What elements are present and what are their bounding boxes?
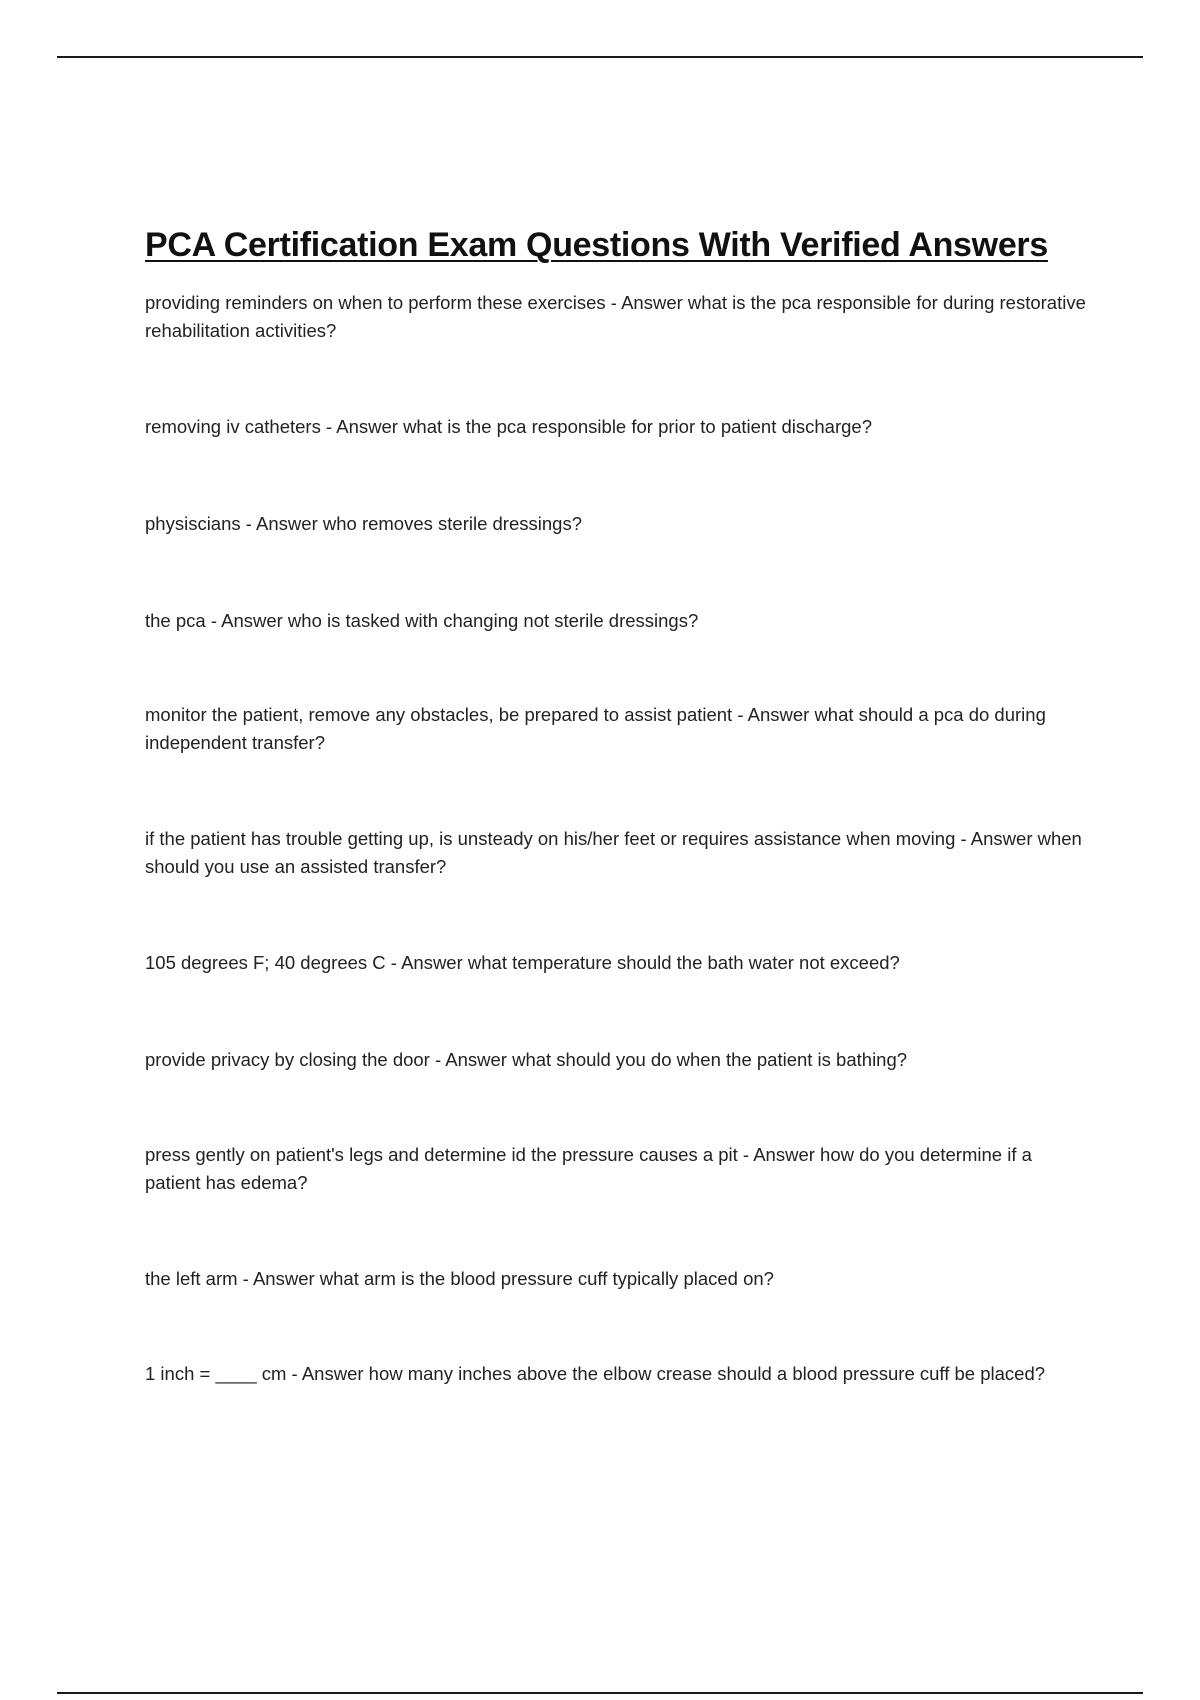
qa-entry-8: provide privacy by closing the door - Answer what should you do when the patient is bathing? xyxy=(145,1049,908,1070)
qa-entry-10: the left arm - Answer what arm is the blood pressure cuff typically placed on? xyxy=(145,1268,774,1289)
document-title: PCA Certification Exam Questions With Verified Answers xyxy=(145,226,1048,264)
qa-entry-1: providing reminders on when to perform these exercises - Answer what is the pca responsible for during restorative rehabilitation activities? xyxy=(145,292,1086,341)
qa-entry-6: if the patient has trouble getting up, is unsteady on his/her feet or requires assistance when moving - Answer when should you use an assisted transfer? xyxy=(145,828,1082,877)
qa-entry-7: 105 degrees F; 40 degrees C - Answer what temperature should the bath water not exceed? xyxy=(145,952,900,973)
footer-rule xyxy=(57,1692,1143,1694)
qa-entry-9: press gently on patient's legs and determine id the pressure causes a pit - Answer how do you determine if a patient has edema? xyxy=(145,1144,1032,1193)
qa-entry-5: monitor the patient, remove any obstacles, be prepared to assist patient - Answer what should a pca do during independent transfer? xyxy=(145,704,1046,753)
qa-entry-4: the pca - Answer who is tasked with changing not sterile dressings? xyxy=(145,610,699,631)
qa-entry-11: 1 inch = ____ cm - Answer how many inches above the elbow crease should a blood pressure cuff be placed? xyxy=(145,1363,1046,1384)
qa-entry-3: physiscians - Answer who removes sterile dressings? xyxy=(145,513,582,534)
qa-entry-2: removing iv catheters - Answer what is the pca responsible for prior to patient discharge? xyxy=(145,416,873,437)
header-rule xyxy=(57,56,1143,58)
